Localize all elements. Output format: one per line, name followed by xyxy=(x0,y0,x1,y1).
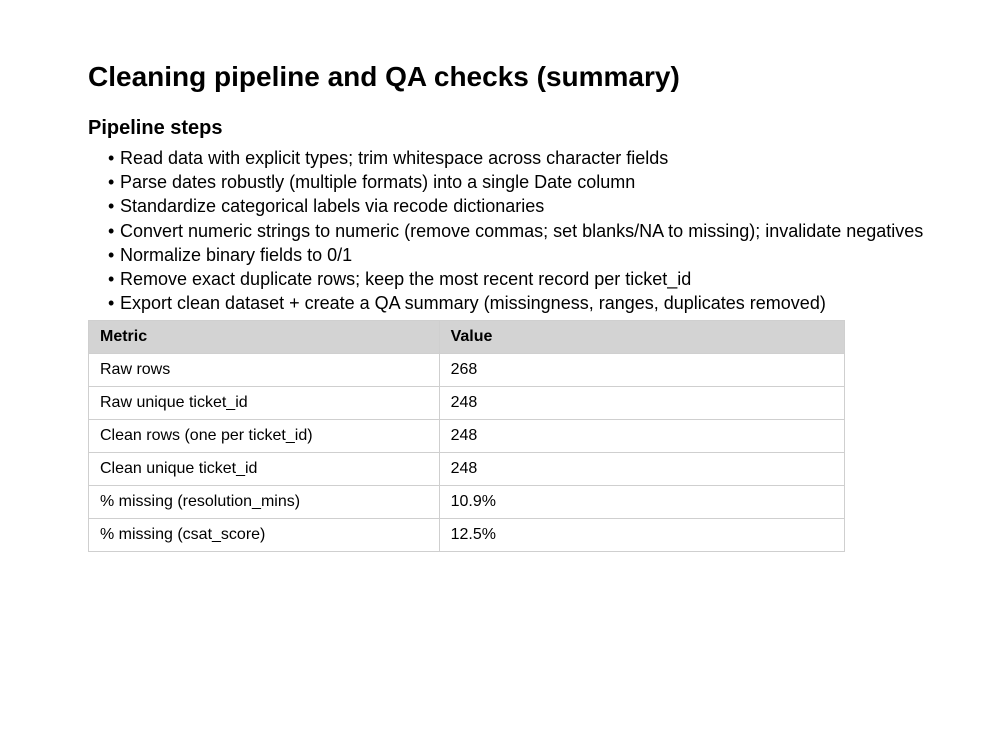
bullet-icon: • xyxy=(108,172,115,193)
step-text: Remove exact duplicate rows; keep the most recent record per ticket_id xyxy=(120,269,692,290)
list-item xyxy=(108,194,923,218)
pipeline-steps-list xyxy=(108,146,923,315)
bullet-icon: • xyxy=(108,293,115,314)
step-text: Convert numeric strings to numeric (remove commas; set blanks/NA to missing); invalidate negatives xyxy=(120,220,924,241)
bullet-icon: • xyxy=(108,148,115,168)
value-cell: 12.5% xyxy=(439,519,844,552)
metric-cell: % missing (csat_score) xyxy=(89,519,440,552)
table-row xyxy=(89,486,845,519)
value-cell: 248 xyxy=(439,387,844,420)
table-row xyxy=(89,453,845,486)
step-text: Read data with explicit types; trim whitespace across character fields xyxy=(120,148,669,168)
bullet-icon: • xyxy=(108,269,115,290)
pipeline-steps-heading: Pipeline steps xyxy=(88,117,223,139)
list-item xyxy=(108,243,923,267)
metric-cell: Raw unique ticket_id xyxy=(89,387,440,420)
value-cell: 268 xyxy=(439,354,844,387)
step-text: Parse dates robustly (multiple formats) into a single Date column xyxy=(120,172,636,193)
list-item xyxy=(108,219,923,243)
column-header-value: Value xyxy=(439,321,844,354)
column-header-metric: Metric xyxy=(89,321,440,354)
table-row xyxy=(89,519,845,552)
page-title: Cleaning pipeline and QA checks (summary) xyxy=(88,61,680,92)
table-header-row xyxy=(89,321,845,354)
bullet-icon: • xyxy=(108,244,115,265)
bullet-icon: • xyxy=(108,220,115,241)
bullet-icon: • xyxy=(108,196,115,217)
step-text: Export clean dataset + create a QA summary (missingness, ranges, duplicates removed) xyxy=(120,293,826,314)
list-item xyxy=(108,170,923,194)
value-cell: 248 xyxy=(439,453,844,486)
table-row xyxy=(89,387,845,420)
list-item xyxy=(108,146,923,170)
table-row xyxy=(89,420,845,453)
metric-cell: % missing (resolution_mins) xyxy=(89,486,440,519)
value-cell: 248 xyxy=(439,420,844,453)
step-text: Normalize binary fields to 0/1 xyxy=(120,244,353,265)
qa-summary-table xyxy=(88,320,845,552)
value-cell: 10.9% xyxy=(439,486,844,519)
metric-cell: Raw rows xyxy=(89,354,440,387)
metric-cell: Clean unique ticket_id xyxy=(89,453,440,486)
metric-cell: Clean rows (one per ticket_id) xyxy=(89,420,440,453)
list-item xyxy=(108,267,923,291)
step-text: Standardize categorical labels via recode dictionaries xyxy=(120,196,545,217)
table-row xyxy=(89,354,845,387)
list-item xyxy=(108,291,923,315)
